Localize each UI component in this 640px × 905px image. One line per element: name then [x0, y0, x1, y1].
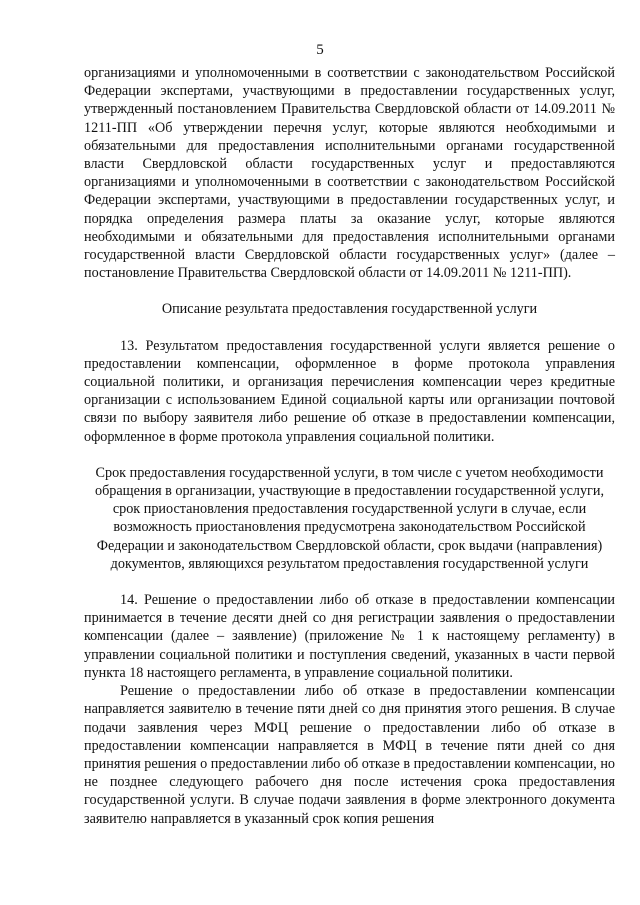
- paragraph-14: 14. Решение о предоставлении либо об отказе в предоставлении компенсации принимается в течение десяти дней со дня регистрации заявления о предоставлении компенсации (далее – заявление) (приложение № 1 к настоящему регламенту) в управлении социальной политики и поступления сведений, указанных в части первой пункта 18 настоящего регламента, в управление социальной политики.: [84, 592, 615, 681]
- section-heading-result: Описание результата предоставления государственной услуги: [161, 301, 538, 318]
- section-heading-term: Срок предоставления государственной услуги, в том числе с учетом необходимости обращения в организации, участвующие в предоставлении государственной услуги, срок приостановления предоставления государственной услуги в случае, если возможность приостановления предусмотрена законодательством Российской Федерации и законодательством Свердловской области, срок выдачи (направления) документов, являющихся результатом предоставления государственной услуги: [94, 464, 605, 572]
- paragraph-continuation: организациями и уполномоченными в соответствии с законодательством Российской Федерации экспертами, участвующими в предоставлении государственных услуг, утвержденный постановлением Правительства Свердловской области от 14.09.2011 № 1211-ПП «Об утверждении перечня услуг, которые являются необходимыми и обязательными для предоставления исполнительными органами государственной власти Свердловской области государственных услуг и предоставляются организациями и уполномоченными в соответствии с законодательством Российской Федерации экспертами, участвующими в предоставлении государственных услуг, и порядка определения размера платы за оказание услуг, которые являются необходимыми и обязательными для предоставления исполнительными органами государственной власти Свердловской области государственных услуг» (далее – постановление Правительства Свердловской области от 14.09.2011 № 1211-ПП).: [84, 65, 615, 282]
- document-body: [84, 64, 615, 828]
- paragraph-14-continuation: Решение о предоставлении либо об отказе в предоставлении компенсации направляется заявителю в течение пяти дней со дня принятия этого решения. В случае подачи заявления через МФЦ решение о предоставлении либо об отказе в предоставлении компенсации направляется в МФЦ в течение пяти дней со дня принятия решения о предоставлении либо об отказе в предоставлении компенсации, но не позднее следующего рабочего дня после истечения срока предоставления государственной услуги. В случае подачи заявления в форме электронного документа заявителю направляется в указанный срок копия решения: [84, 683, 616, 827]
- page-number: 5: [316, 42, 324, 58]
- paragraph-13: 13. Результатом предоставления государственной услуги является решение о предоставлении компенсации, оформленное в форме протокола управления социальной политики, и организация перечисления компенсации через кредитные организации с использованием Единой социальной карты или организации почтовой связи по выбору заявителя либо решение об отказе в предоставлении компенсации, оформленное в форме протокола управления социальной политики.: [84, 337, 615, 445]
